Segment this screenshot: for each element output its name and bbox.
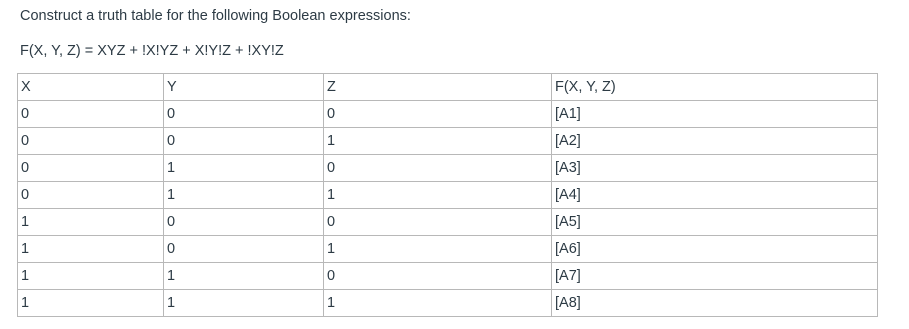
cell-y: 1 [164,290,324,317]
cell-z: 1 [324,182,552,209]
answer-blank: [A8] [552,290,878,317]
cell-x: 0 [18,155,164,182]
cell-x: 1 [18,290,164,317]
cell-z: 0 [324,209,552,236]
cell-x: 0 [18,101,164,128]
cell-y: 0 [164,236,324,263]
cell-x: 0 [18,128,164,155]
answer-blank: [A7] [552,263,878,290]
truth-table [17,73,878,317]
question-prompt: Construct a truth table for the following Boolean expressions: [20,8,411,24]
cell-x: 1 [18,263,164,290]
cell-y: 1 [164,155,324,182]
cell-z: 1 [324,128,552,155]
boolean-expression: F(X, Y, Z) = XYZ + !X!YZ + X!Y!Z + !XY!Z [20,43,284,59]
table-row [18,209,878,236]
answer-blank: [A4] [552,182,878,209]
cell-x: 0 [18,182,164,209]
cell-y: 1 [164,182,324,209]
truth-table-header-row [18,74,878,101]
cell-y: 0 [164,128,324,155]
table-row [18,236,878,263]
cell-z: 0 [324,101,552,128]
answer-blank: [A3] [552,155,878,182]
cell-y: 0 [164,101,324,128]
header-y: Y [164,74,324,101]
cell-z: 0 [324,155,552,182]
answer-blank: [A5] [552,209,878,236]
cell-z: 1 [324,236,552,263]
answer-blank: [A2] [552,128,878,155]
cell-y: 1 [164,263,324,290]
header-z: Z [324,74,552,101]
table-row [18,290,878,317]
answer-blank: [A1] [552,101,878,128]
table-row [18,128,878,155]
cell-x: 1 [18,209,164,236]
table-row [18,263,878,290]
table-row [18,155,878,182]
answer-blank: [A6] [552,236,878,263]
header-x: X [18,74,164,101]
table-row [18,182,878,209]
table-row [18,101,878,128]
cell-x: 1 [18,236,164,263]
header-f: F(X, Y, Z) [552,74,878,101]
cell-z: 1 [324,290,552,317]
cell-y: 0 [164,209,324,236]
cell-z: 0 [324,263,552,290]
